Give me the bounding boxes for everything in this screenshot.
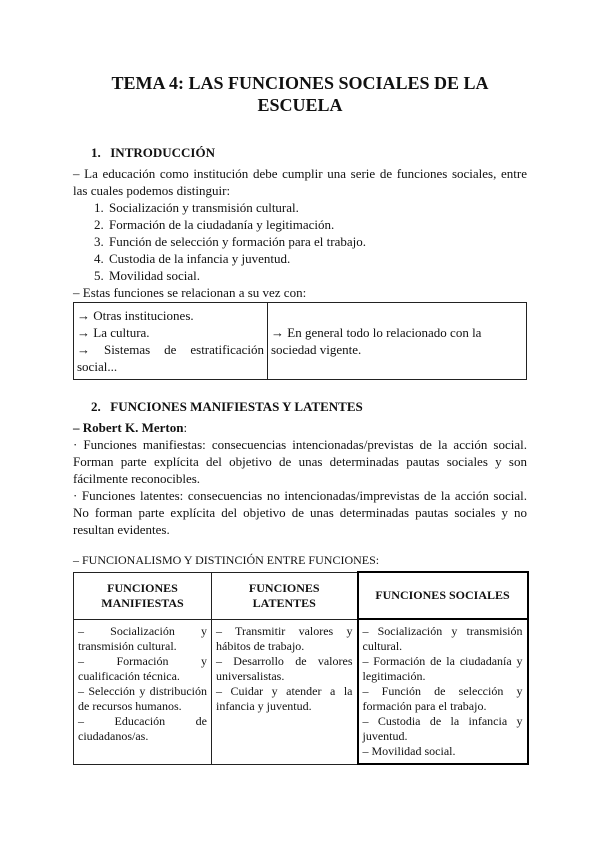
section2-title: FUNCIONES MANIFIESTAS Y LATENTES bbox=[110, 399, 363, 414]
relation-item: → Sistemas de estratificación social... bbox=[77, 342, 264, 374]
table-item: – Movilidad social. bbox=[362, 744, 456, 758]
section2-heading bbox=[91, 398, 527, 415]
table-item: – Transmitir valores y hábitos de trabajo. bbox=[216, 623, 353, 653]
relation-table bbox=[73, 302, 527, 380]
relation-left-cell bbox=[74, 303, 268, 380]
table-item: – Desarrollo de valores universalistas. bbox=[216, 653, 353, 683]
table-item: – Cuidar y atender a la infancia y juventud. bbox=[216, 683, 353, 713]
manifest-cell bbox=[74, 619, 212, 764]
manifest-definition: · Funciones manifiestas: consecuencias intencionadas/previstas de la acción social. Forman parte explícita del objetivo de unas determinadas pautas sociales y son fácilmente reconocibles. bbox=[73, 437, 527, 486]
table-item: – Custodia de la infancia y juventud. bbox=[362, 714, 523, 743]
author-line bbox=[73, 419, 527, 436]
list-item: 5. Movilidad social. bbox=[107, 267, 527, 284]
section2-number: 2. bbox=[91, 399, 101, 414]
social-cell bbox=[358, 619, 528, 764]
author-colon: : bbox=[183, 420, 188, 435]
latent-definition: · Funciones latentes: consecuencias no intencionadas/imprevistas de la acción social. No forman parte explícita del objetivo de unas determinadas pautas sociales y no resultan evidentes. bbox=[73, 488, 527, 537]
table-item: – Formación y cualificación técnica. bbox=[78, 653, 207, 683]
header-latent: FUNCIONES LATENTES bbox=[212, 572, 358, 619]
table-item: – Socialización y transmisión cultural. bbox=[362, 624, 523, 653]
header-social: FUNCIONES SOCIALES bbox=[358, 572, 528, 619]
header-manifest: FUNCIONES MANIFIESTAS bbox=[74, 572, 212, 619]
table-item: – Formación de la ciudadanía y legitimación. bbox=[362, 654, 523, 683]
section1-title: INTRODUCCIÓN bbox=[110, 145, 215, 160]
latent-cell bbox=[212, 619, 358, 764]
list-item: 3. Función de selección y formación para el trabajo. bbox=[107, 233, 527, 250]
relation-item: → La cultura. bbox=[77, 325, 150, 340]
functions-table bbox=[73, 571, 529, 765]
table-item: – Función de selección y formación para el trabajo. bbox=[362, 684, 523, 713]
page-title: TEMA 4: LAS FUNCIONES SOCIALES DE LA ESCUELA bbox=[111, 73, 489, 115]
functions-list bbox=[73, 199, 527, 284]
list-item: 2. Formación de la ciudadanía y legitimación. bbox=[107, 216, 527, 233]
section1-number: 1. bbox=[91, 145, 101, 160]
table-caption: – FUNCIONALISMO Y DISTINCIÓN ENTRE FUNCIONES: bbox=[73, 553, 380, 567]
list-item: 1. Socialización y transmisión cultural. bbox=[107, 199, 527, 216]
table-item: – Selección y distribución de recursos humanos. bbox=[78, 683, 207, 713]
relation-right-cell: → En general todo lo relacionado con la sociedad vigente. bbox=[268, 303, 527, 380]
table-item: – Educación de ciudadanos/as. bbox=[78, 713, 207, 743]
document-page bbox=[73, 72, 527, 765]
section1-intro: – La educación como institución debe cumplir una serie de funciones sociales, entre las cuales podemos distinguir: bbox=[73, 166, 527, 198]
section1-heading bbox=[91, 144, 527, 161]
table-item: – Socialización y transmisión cultural. bbox=[78, 623, 207, 653]
author-name: – Robert K. Merton bbox=[73, 420, 184, 435]
relation-item: → Otras instituciones. bbox=[77, 308, 194, 323]
list-item: 4. Custodia de la infancia y juventud. bbox=[107, 250, 527, 267]
relation-intro: – Estas funciones se relacionan a su vez con: bbox=[73, 285, 307, 300]
